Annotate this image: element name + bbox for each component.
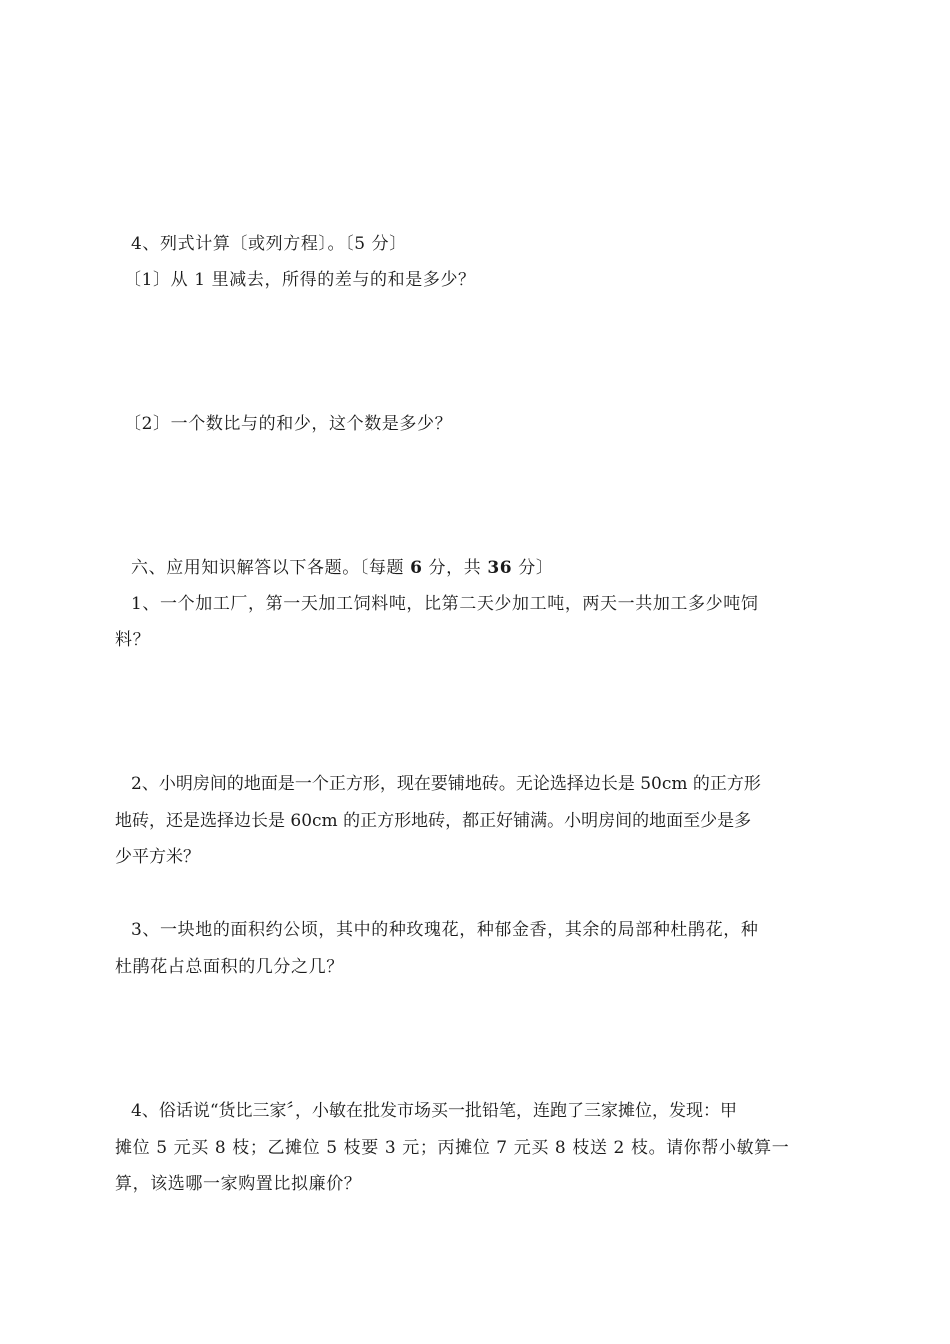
problem-3-line-1: 3、一块地的面积约公顷，其中的种玫瑰花，种郁金香，其余的局部种杜鹃花，种 [131,920,759,940]
section6-points-each: 6 [410,558,423,578]
problem-1-line-1: 1、一个加工厂，第一天加工饲料吨，比第二天少加工吨，两天一共加工多少吨饲 [131,594,759,614]
problem-4-line-3: 算，该选哪一家购置比拟廉价？ [115,1174,362,1194]
section4-question-1: 〔1〕从 1 里减去，所得的差与的和是多少？ [124,270,476,290]
problem-1-line-2: 料？ [115,630,151,650]
problem-4-line-1: 4、俗话说“货比三家〞，小敏在批发市场买一批铅笔，连跑了三家摊位，发现：甲 [131,1101,738,1121]
section6-heading-mid: 分，共 [422,558,488,578]
section4-question-2: 〔2〕一个数比与的和少，这个数是多少？ [124,414,453,434]
section4-heading: 4、列式计算〔或列方程〕。〔5 分〕 [131,234,407,254]
section6-heading-prefix: 六、应用知识解答以下各题。〔每题 [131,558,411,578]
problem-3-line-2: 杜鹃花占总面积的几分之几？ [115,957,344,977]
problem-2-line-2: 地砖，还是选择边长是 60cm 的正方形地砖，都正好铺满。小明房间的地面至少是多 [115,811,752,831]
section6-points-total: 36 [487,558,513,578]
section6-heading-suffix: 分〕 [512,558,554,578]
problem-2-line-3: 少平方米？ [115,847,200,867]
section6-heading [131,556,553,580]
problem-4-line-2: 摊位 5 元买 8 枝；乙摊位 5 枝要 3 元；丙摊位 7 元买 8 枝送 2 枝。请你帮小敏算一 [115,1138,790,1158]
problem-2-line-1: 2、小明房间的地面是一个正方形，现在要铺地砖。无论选择边长是 50cm 的正方形 [131,774,761,794]
